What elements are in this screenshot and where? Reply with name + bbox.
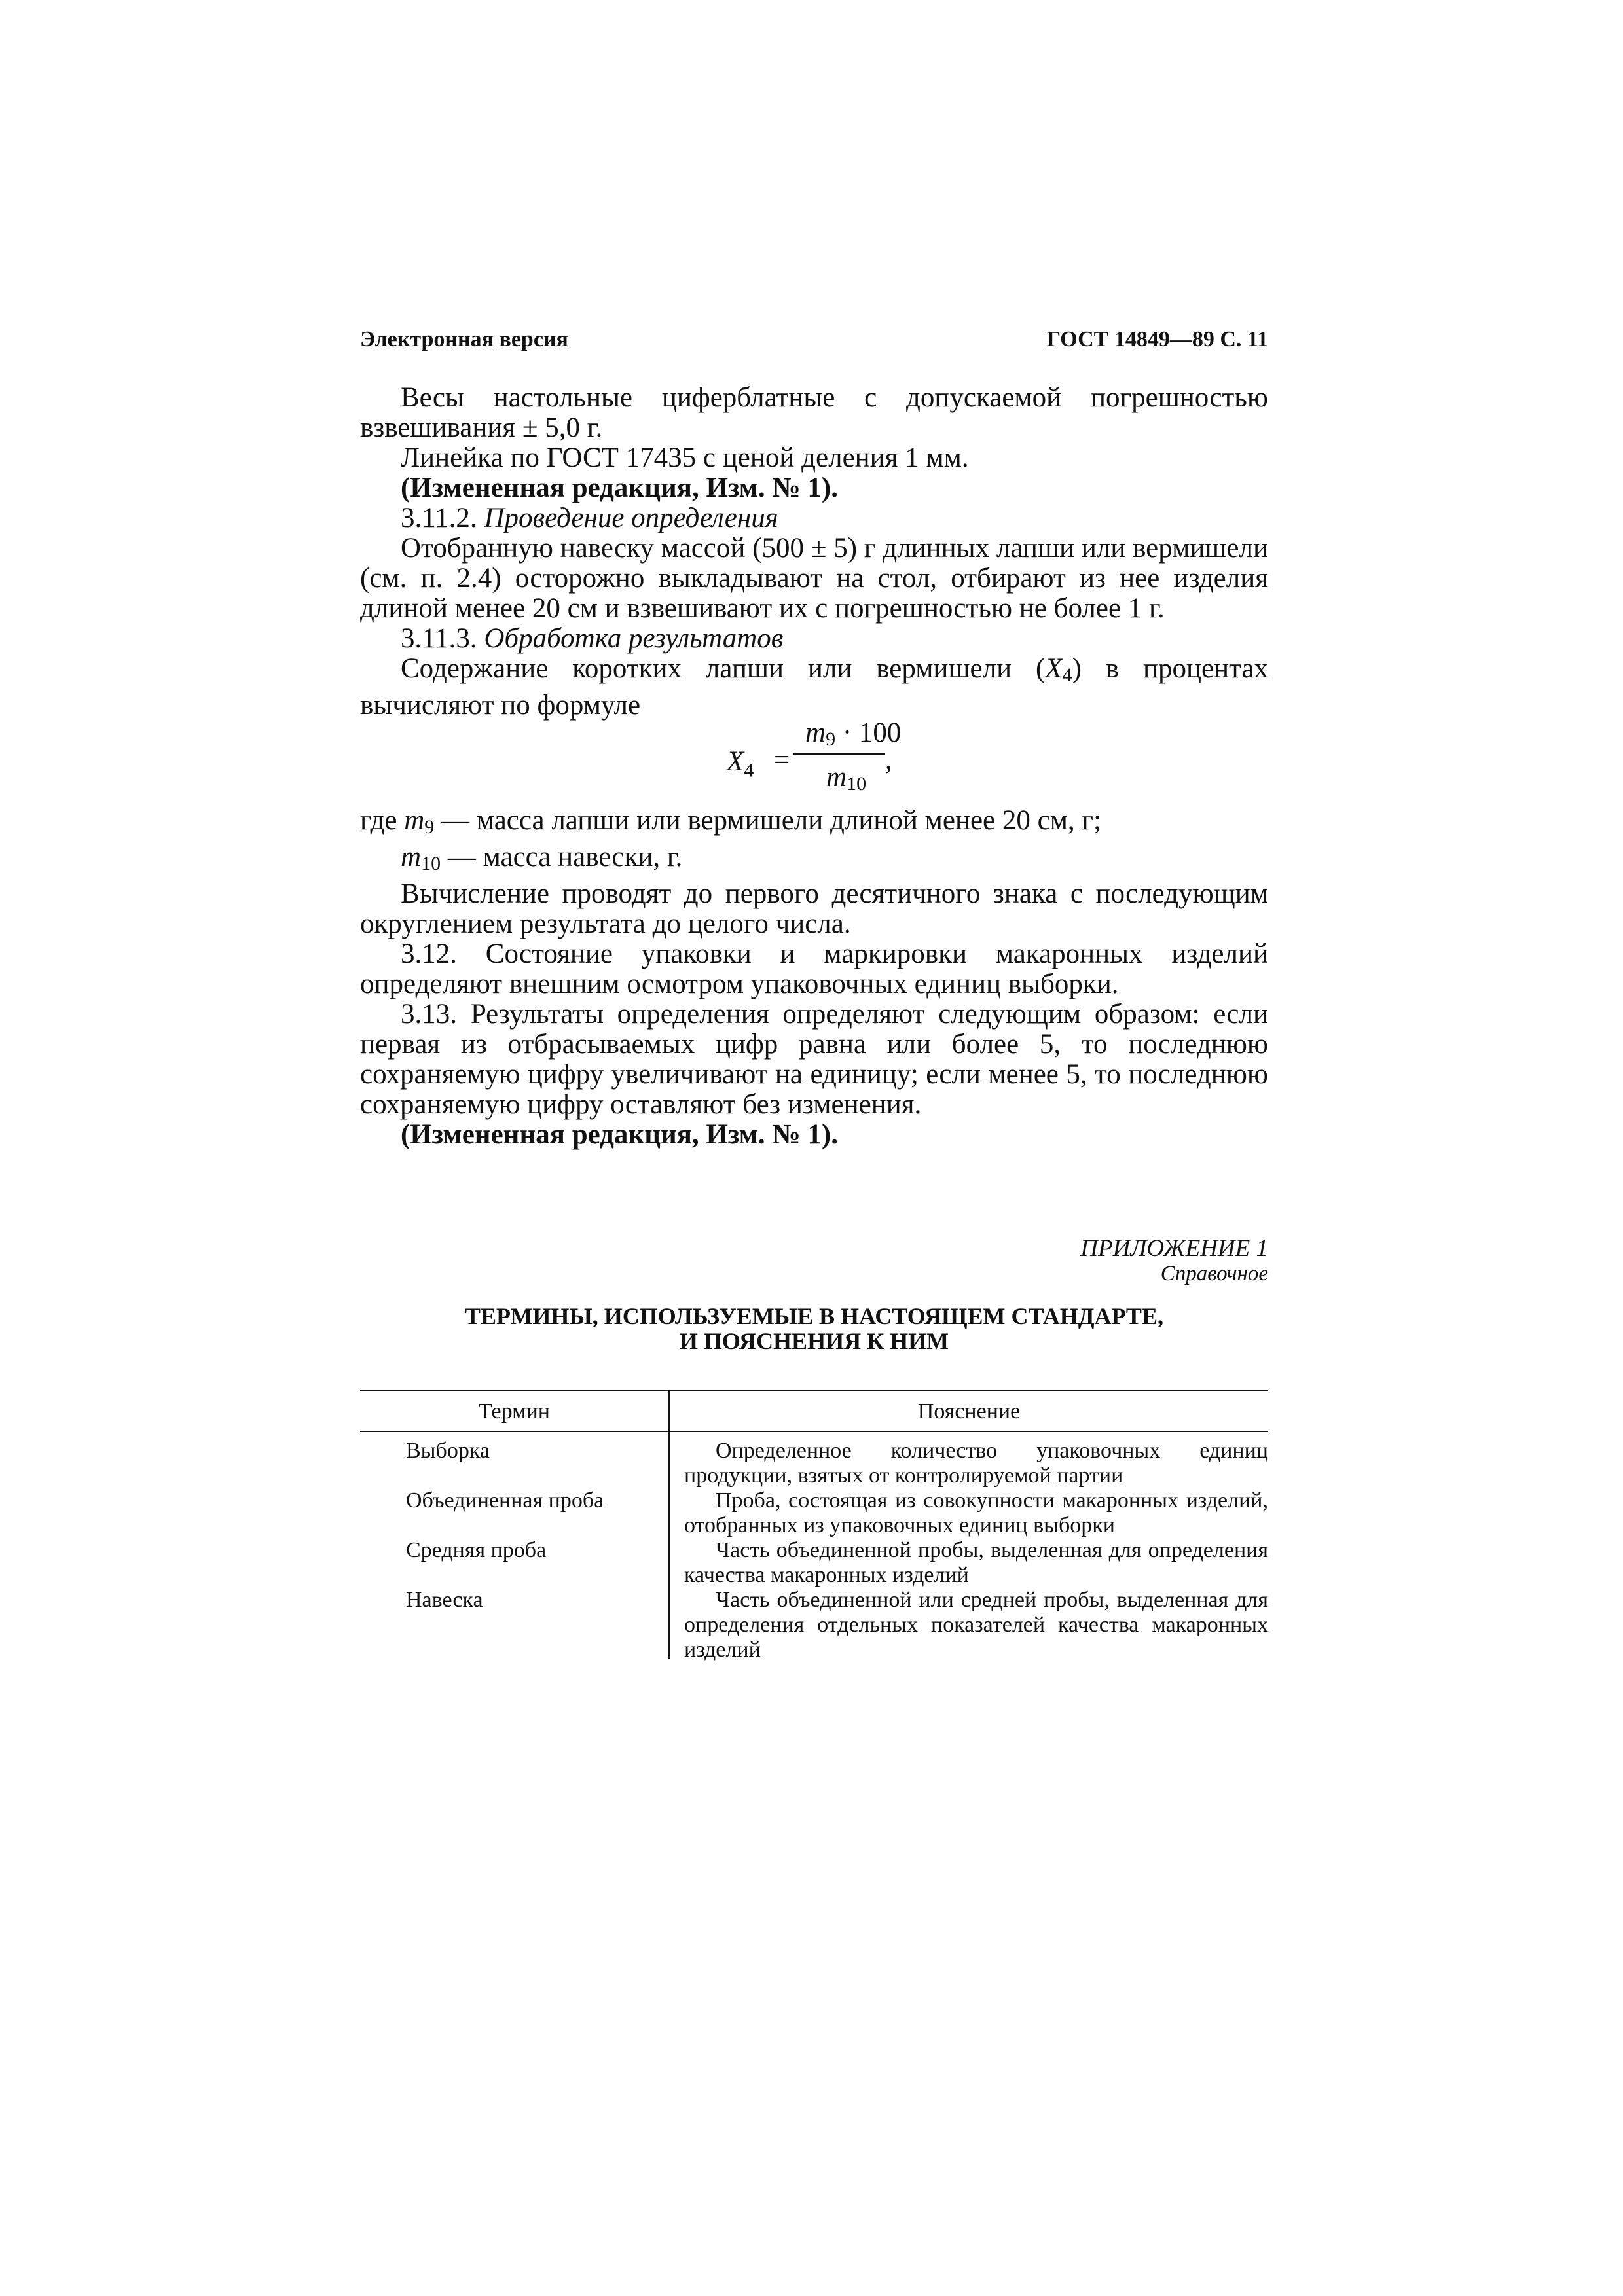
- text-fragment: Содержание коротких лапши или вермишели (: [401, 653, 1046, 684]
- section-title: Проведение определения: [484, 503, 778, 533]
- explanation-cell: Проба, состоящая из совокупности макаронных изделий, отобранных из упаковочных единиц выборки: [684, 1488, 1268, 1537]
- formula-denominator: m10: [826, 762, 867, 795]
- formula-equals: =: [774, 745, 790, 776]
- explanation-cell: Определенное количество упаковочных единиц продукции, взятых от контролируемой партии: [684, 1439, 1268, 1488]
- legend-m9: где m9 — масса лапши или вермишели длиной менее 20 см, г;: [360, 805, 1102, 838]
- section-3-11-3-heading: [360, 624, 1268, 654]
- section-number: 3.11.3.: [401, 623, 477, 654]
- running-header-right: ГОСТ 14849—89 С. 11: [1046, 327, 1268, 351]
- amendment-note: (Измененная редакция, Изм. № 1).: [401, 473, 838, 503]
- title-line: ТЕРМИНЫ, ИСПОЛЬЗУЕМЫЕ В НАСТОЯЩЕМ СТАНДАРТЕ,: [465, 1303, 1163, 1329]
- section-title: Обработка результатов: [484, 623, 784, 654]
- paragraph-formula-intro: [360, 654, 1268, 721]
- table-top-rule: [360, 1390, 1268, 1391]
- table-header-explanation: Пояснение: [917, 1399, 1021, 1424]
- table-column-divider: [668, 1390, 670, 1659]
- formula-x4: [360, 717, 1268, 806]
- explanation-cell: Часть объединенной пробы, выделенная для определения качества макаронных изделий: [684, 1538, 1268, 1587]
- running-header-left: Электронная версия: [360, 327, 568, 351]
- text-fragment: ) в процентах вычисляют по формуле: [360, 653, 1268, 721]
- paragraph-scales: Весы настольные циферблатные с допускаемой погрешностью взвешивания ± 5,0 г.: [360, 382, 1268, 443]
- appendix-type: Справочное: [1160, 1262, 1268, 1285]
- appendix-number: ПРИЛОЖЕНИЕ 1: [1080, 1235, 1268, 1262]
- table-header-rule: [360, 1431, 1268, 1432]
- main-text: [360, 383, 1268, 1150]
- paragraph-procedure: Отобранную навеску массой (500 ± 5) г длинных лапши или вермишели (см. п. 2.4) осторожно выкладывают на стол, отбирают из нее изделия длиной менее 20 см и взвешивают их с погрешностью не более 1 г.: [360, 533, 1268, 624]
- appendix-label: [1080, 1236, 1268, 1285]
- section-number: 3.11.2.: [401, 503, 477, 533]
- legend-m10: m10 — масса навески, г.: [401, 842, 683, 874]
- term-cell: Навеска: [406, 1588, 483, 1612]
- paragraph-ruler: Линейка по ГОСТ 17435 с ценой деления 1 мм.: [401, 442, 969, 473]
- paragraph-rounding: Вычисление проводят до первого десятичного знака с последующим округлением результата до целого числа.: [360, 878, 1268, 939]
- term-cell: Выборка: [406, 1439, 490, 1463]
- formula-comma: ,: [885, 745, 892, 776]
- paragraph-3-12: 3.12. Состояние упаковки и маркировки макаронных изделий определяют внешним осмотром упаковочных единиц выборки.: [360, 939, 1268, 999]
- term-cell: Средняя проба: [406, 1538, 547, 1562]
- title-line: И ПОЯСНЕНИЯ К НИМ: [679, 1328, 949, 1354]
- amendment-note: (Измененная редакция, Изм. № 1).: [401, 1119, 838, 1150]
- appendix-title: [360, 1304, 1268, 1354]
- term-cell: Объединенная проба: [406, 1488, 604, 1513]
- formula-numerator: m9 · 100: [805, 717, 902, 750]
- fraction-bar: [793, 753, 885, 755]
- paragraph-3-13: 3.13. Результаты определения определяют следующим образом: если первая из отбрасываемых цифр равна или более 5, то последнюю сохраняемую цифру увеличивают на единицу; если менее 5, то последнюю сохраняемую цифру оставляют без изменения.: [360, 999, 1268, 1120]
- variable: X: [1045, 653, 1063, 684]
- subscript: 4: [1062, 664, 1072, 686]
- section-3-11-2-heading: [360, 503, 1268, 533]
- table-header-term: Термин: [479, 1399, 550, 1424]
- formula-lhs: $X_4$: [727, 746, 754, 781]
- explanation-cell: Часть объединенной или средней пробы, выделенная для определения отдельных показателей качества макаронных изделий: [684, 1588, 1268, 1662]
